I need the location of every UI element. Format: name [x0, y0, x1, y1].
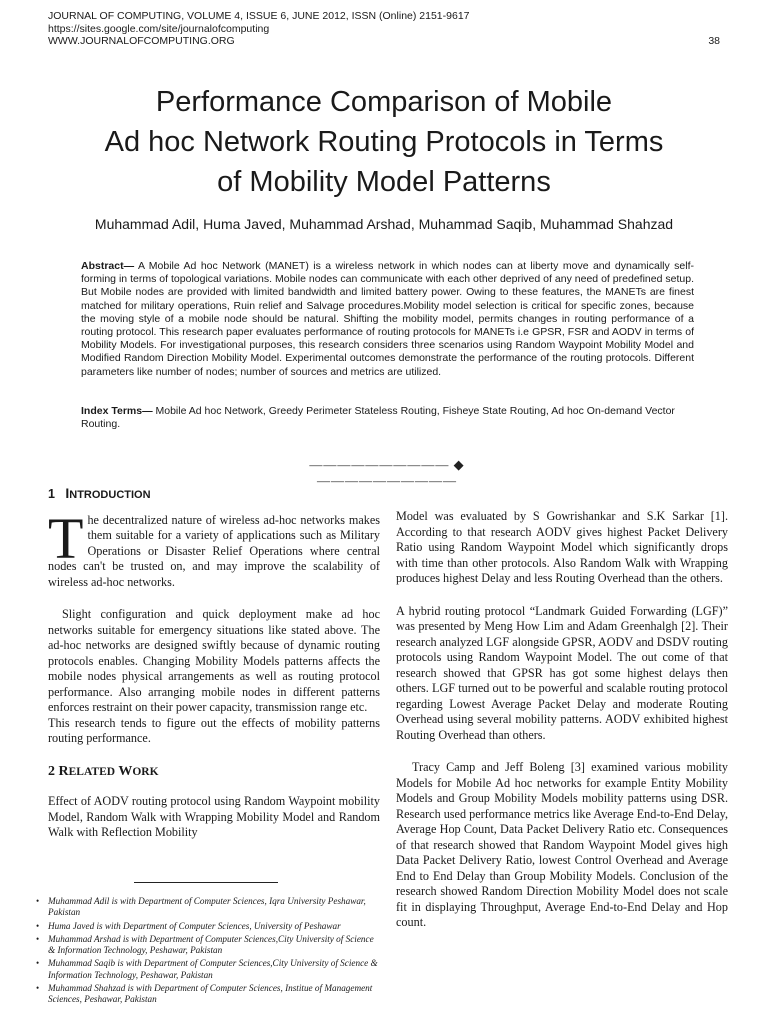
intro-paragraph-3: This research tends to figure out the effects of mobility patterns routing performance. — [48, 715, 380, 745]
footnote-text: Muhammad Arshad is with Department of Computer Sciences,City University of Science & Information Technology, Peshawar, Pakistan — [48, 933, 374, 956]
bullet-icon: • — [36, 958, 40, 969]
right-paragraph-3: Tracy Camp and Jeff Boleng [3] examined various mobility Models for Mobile Ad hoc networks for example Entity Mobility Models and Group Mobility Models mobility patterns using DSR. Research used performance metrics like Average End-to-End Delay, Average Hop Count, Data Packet Delivery Ratio etc. Consequences of that research showed that Random Waypoint Model gives high Data Packet Delivery Ratio, lowest Control Overhead and Average End to End Delay than Group Mobility Models. Conclusion of the research showed Random Direction Mobility Model does not scale fit in displaying Throughput, Average End-to-End Delay and Hop count. — [396, 760, 728, 929]
journal-line: JOURNAL OF COMPUTING, VOLUME 4, ISSUE 6, JUNE 2012, ISSN (Online) 2151-9617 — [48, 10, 470, 22]
bullet-icon: • — [36, 896, 40, 906]
footnote-text: Muhammad Saqib is with Department of Computer Sciences,City University of Science & Information Technology, Peshawar, Pakistan — [48, 958, 378, 980]
title-line-2: Ad hoc Network Routing Protocols in Terms — [104, 126, 664, 158]
right-paragraph-1: Model was evaluated by S Gowrishankar and S.K Sarkar [1]. According to that research AODV gives highest Packet Delivery Ratio using Random Waypoint Model which significantly drops with time than other protocols. Also Random Walk with Wrapping produces highest Delay and less Routing Overhead than the others. — [396, 509, 728, 585]
footnote-text: Huma Javed is with Department of Computer Sciences, University of Peshawar — [48, 920, 341, 931]
section-2-initial-w: W — [118, 763, 133, 779]
section-1-heading — [48, 486, 380, 504]
title-line-1: Performance Comparison of Mobile — [155, 86, 613, 118]
section-2-heading — [48, 764, 380, 781]
section-divider: —————————— ◆ —————————— — [309, 457, 465, 488]
index-terms-label: Index Terms— — [81, 405, 153, 417]
footnote-item — [36, 934, 382, 957]
footnote-item — [36, 921, 382, 932]
index-terms-text: Mobile Ad hoc Network, Greedy Perimeter Stateless Routing, Fisheye State Routing, Ad hoc On-demand Vector Routing. — [81, 405, 675, 431]
right-paragraph-2: A hybrid routing protocol “Landmark Guided Forwarding (LGF)” was presented by Meng How Lim and Adam Greenhalgh [2]. Their research analyzed LGF alongside GPSR, AODV and DSDV routing protocols using Random Waypoint Model. The out come of that research showed that GPSR has got some highest delays then others. LGF turned out to be powerful and scalable routing protocol regarding Lowest Average Packet Delay and moderate Routing Overhead using several mobility patterns. AODV exhibited highest Routing Overhead than others. — [396, 603, 728, 742]
bullet-icon: • — [36, 933, 40, 944]
abstract — [81, 260, 694, 379]
left-column — [48, 486, 380, 841]
footnote-text: Muhammad Shahzad is with Department of Computer Sciences, Institue of Management Sciences, Peshawar, Pakistan — [48, 983, 373, 1005]
index-terms — [81, 405, 694, 431]
abstract-label: Abstract— — [81, 260, 135, 272]
footnote-item — [36, 896, 382, 919]
bullet-icon: • — [36, 920, 40, 931]
paper-title — [40, 82, 728, 202]
section-2-initial-r: R — [58, 763, 69, 779]
running-header — [48, 10, 720, 48]
bullet-icon: • — [36, 983, 40, 994]
intro-paragraph-2: Slight configuration and quick deployment make ad hoc networks suitable for emergency situations like stated above. The ad-hoc networks are designed swiftly because of dynamic routing protocols enables. Changing Mobility Models patterns affects the mobile nodes physical arrangements as well as routing protocol performance. Also arranging mobile nodes in different patterns enforces restraint on their power capacity, transmission range etc. — [48, 607, 380, 714]
abstract-text: A Mobile Ad hoc Network (MANET) is a wireless network in which nodes can at liberty move and dynamically self-forming in terms of topological variations. Mobile nodes can communicate with each other deprived of any need of predefined setup. But Mobile nodes are provided with limited bandwidth and limited battery power. Owing to these features, the MANETs are finest matched for military operations, Ruin relief and Salvage procedures.Mobility model selection is critical for specific zones, because the moving style of a mobile node should be natural. Shifting the mobility model, permits changes in routing performance of a routing protocol. This research paper evaluates performance of routing protocols for MANETs i.e GPSR, FSR and AODV in terms of Mobility Models. For investigational purposes, this research considers three scenarios using Random Waypoint Mobility Model and Modified Random Direction Mobility Model. Experimental outcomes demonstrate the performance of the routing protocols. Different parameters like number of nodes; number of sources and metrics are utilized. — [81, 260, 694, 378]
section-2-rest-r: ELATED — [68, 765, 116, 778]
footnote-text: Muhammad Adil is with Department of Computer Sciences, Iqra University Peshawar, Pakistan — [48, 896, 366, 918]
intro-paragraph-1 — [48, 505, 380, 591]
footnote-rule — [134, 882, 278, 883]
section-2-number: 2 — [48, 763, 55, 779]
author-list: Muhammad Adil, Huma Javed, Muhammad Arshad, Muhammad Saqib, Muhammad Shahzad — [94, 216, 674, 232]
title-line-3: of Mobility Model Patterns — [217, 166, 551, 198]
related-work-paragraph-1: Effect of AODV routing protocol using Random Waypoint mobility Model, Random Walk with Wrapping Mobility Model and Random Walk with Reflection Mobility — [48, 794, 380, 839]
journal-site[interactable]: WWW.JOURNALOFCOMPUTING.ORG — [48, 35, 235, 47]
drop-cap: T — [48, 505, 84, 571]
section-1-initial: I — [65, 485, 70, 501]
intro-paragraph-1-text: he decentralized nature of wireless ad-hoc networks makes them suitable for a variety of applications such as Military Operations or Disaster Relief Operations where central nodes can't be trusted on, and may improve the scalability of wireless ad-hoc networks. — [48, 512, 380, 589]
footnote-item — [36, 958, 382, 981]
section-1-title-rest: NTRODUCTION — [69, 489, 151, 501]
right-column — [396, 509, 728, 931]
footnote-item — [36, 983, 382, 1006]
journal-url[interactable]: https://sites.google.com/site/journalofcomputing — [48, 22, 270, 35]
section-1-number: 1 — [48, 487, 55, 501]
section-2-rest-w: ORK — [132, 765, 159, 778]
page-number: 38 — [708, 35, 720, 47]
author-affiliations — [36, 896, 382, 1008]
